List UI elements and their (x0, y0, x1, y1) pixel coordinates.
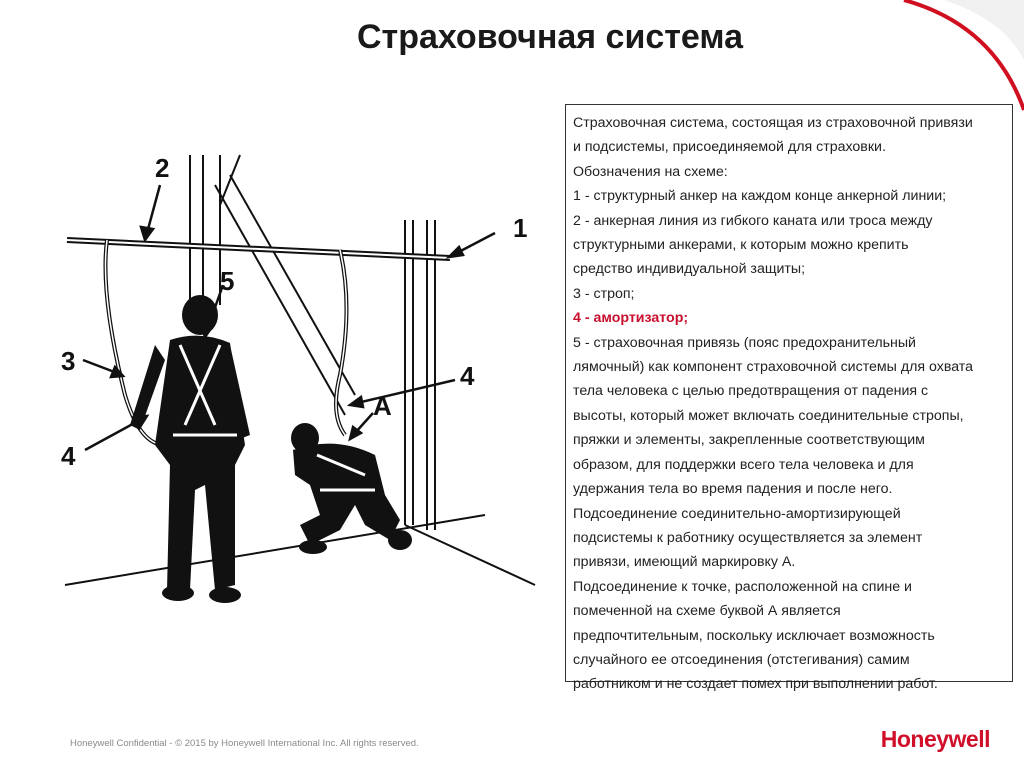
description-line: Страховочная система, состоящая из страховочной привязи (573, 115, 973, 131)
label-2: 2 (155, 153, 170, 183)
label-a: A (373, 391, 392, 421)
label-1: 1 (513, 213, 528, 243)
description-line-highlight: 4 - амортизатор; (573, 310, 689, 327)
honeywell-logo: Honeywell (880, 726, 990, 752)
description-line: структурными анкерами, к которым можно крепить (573, 237, 909, 254)
description-line: Подсоединение соединительно-амортизирующей (573, 505, 901, 522)
description-line: 5 - страховочная привязь (пояс предохранительный (573, 334, 916, 351)
description-line: 1 - структурный анкер на каждом конце анкерной линии; (573, 188, 947, 205)
description-line: помеченной на схеме буквой А является (573, 603, 841, 620)
description-line: Обозначения на схеме: (573, 163, 728, 180)
slide-title: Страховочная система (356, 18, 743, 56)
description-line: пряжки и элементы, закрепленные соответствующим (573, 432, 925, 449)
description-box (565, 104, 1013, 693)
description-line: образом, для поддержки всего тела человека и для (573, 456, 914, 473)
safety-system-diagram (55, 145, 555, 615)
label-4-left: 4 (61, 441, 76, 471)
description-line: Подсоединение к точке, расположенной на спине и (573, 578, 912, 595)
description-line: случайного ее отсоединения (отстегивания) самим (573, 651, 910, 668)
description-line: предпочтительным, поскольку исключает возможность (573, 627, 935, 644)
description-line: лямочный) как компонент страховочной системы для охвата (573, 359, 974, 376)
label-4-right: 4 (460, 361, 475, 391)
label-5: 5 (220, 266, 235, 296)
footer-copyright: Honeywell Confidential - © 2015 by Honeywell International Inc. All rights reserved. (70, 738, 419, 749)
description-line: 2 - анкерная линия из гибкого каната или троса между (573, 212, 933, 229)
description-line: и подсистемы, присоединяемой для страховки. (573, 139, 886, 156)
description-line: работником и не создает помех при выполнении работ. (573, 676, 938, 693)
description-line: подсистемы к работнику осуществляется за элемент (573, 529, 923, 546)
description-line: высоты, который может включать соединительные стропы, (573, 407, 964, 424)
label-3: 3 (61, 346, 76, 376)
description-line: средство индивидуальной защиты; (573, 261, 806, 278)
description-line: 3 - строп; (573, 285, 635, 302)
description-line: тела человека с целью предотвращения от падения с (573, 383, 929, 400)
description-line: удержания тела во время падения и после него. (573, 481, 893, 498)
description-line: привязи, имеющий маркировку А. (573, 554, 796, 571)
